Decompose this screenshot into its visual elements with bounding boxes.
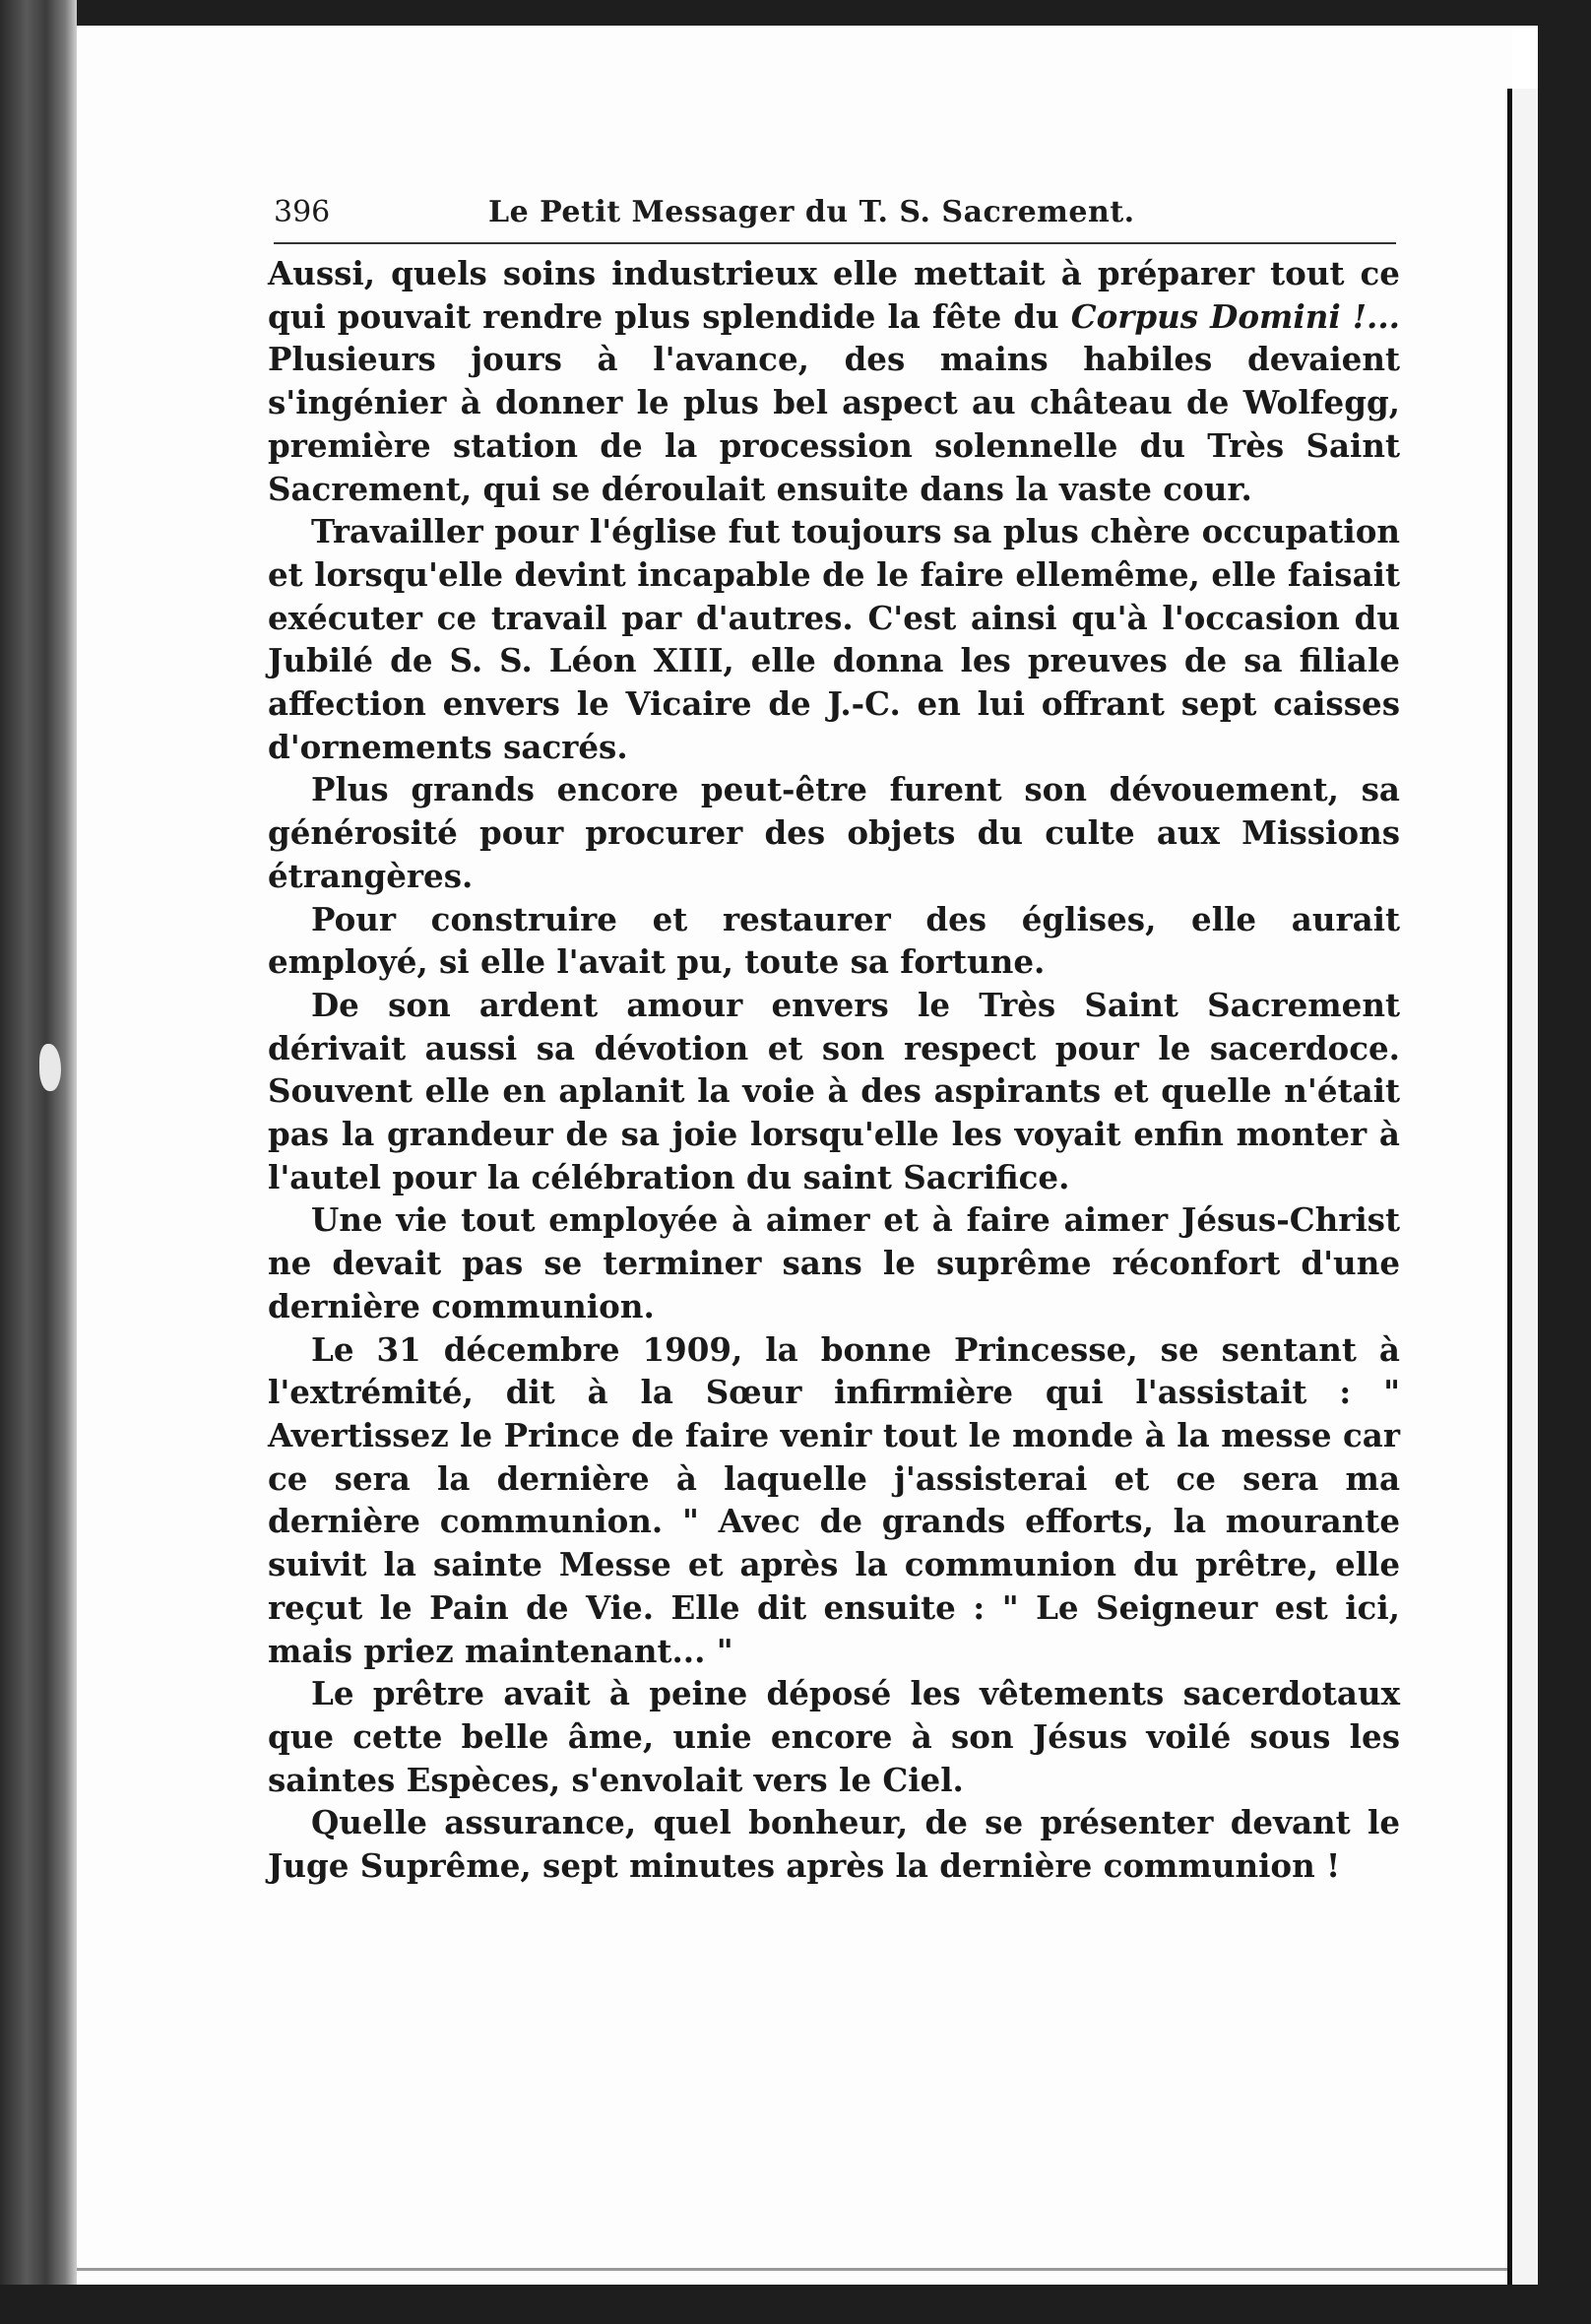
scan-right-border (1538, 0, 1591, 2324)
book-binding-edge (0, 0, 77, 2324)
paragraph: Travailler pour l'église fut toujours sa plus chère occupation et lorsqu'elle devint incapable de le faire ellemême, elle faisait exécuter ce travail par d'autres. C'est ainsi qu'à l'occasion du Jubilé de S. S. Léon XIII, elle donna les preuves de sa filiale affection envers le Vicaire de J.-C. en lui offrant sept caisses d'ornements sacrés. (268, 512, 1400, 766)
paragraph: Une vie tout employée à aimer et à faire aimer Jésus-Christ ne devait pas se terminer sans le suprême réconfort d'une dernière communion. (268, 1200, 1400, 1325)
paragraph: Quelle assurance, quel bonheur, de se présenter devant le Juge Suprême, sept minutes après la dernière communion ! (268, 1803, 1400, 1886)
binding-notch (39, 1044, 61, 1091)
scan-top-border (0, 0, 1591, 26)
page-bottom-edge (77, 2268, 1512, 2271)
running-header (274, 187, 1396, 244)
italic-latin-phrase: Corpus Domini !... (1070, 296, 1400, 336)
paragraph: Le prêtre avait à peine déposé les vêtements sacerdotaux que cette belle âme, unie encore à son Jésus voilé sous les saintes Espèces, s'envolait vers le Ciel. (268, 1674, 1400, 1799)
body-text (268, 252, 1400, 1888)
paragraph: Le 31 décembre 1909, la bonne Princesse, se sentant à l'extrémité, dit à la Sœur infirmière qui l'assistait : " Avertissez le Prince de faire venir tout le monde à la messe car ce sera la dernière à laquelle j'assisterai et ce sera ma dernière communion. " Avec de grands efforts, la mourante suivit la sainte Messe et après la communion du prêtre, elle reçut le Pain de Vie. Elle dit ensuite : " Le Seigneur est ici, mais priez maintenant... " (268, 1329, 1400, 1670)
scan-bottom-border (0, 2285, 1591, 2324)
running-title: Le Petit Messager du T. S. Sacrement. (488, 195, 1135, 229)
facing-page-edge (1507, 89, 1538, 2285)
paragraph: De son ardent amour envers le Très Saint Sacrement dérivait aussi sa dévotion et son respect pour le sacerdoce. Souvent elle en aplanit la voie à des aspirants et quelle n'était pas la grandeur de sa joie lorsqu'elle les voyait enfin monter à l'autel pour la célébration du saint Sacrifice. (268, 985, 1400, 1196)
page-number: 396 (274, 195, 331, 229)
paragraph: Pour construire et restaurer des églises, elle aurait employé, si elle l'avait pu, toute sa fortune. (268, 899, 1400, 982)
paragraph: Aussi, quels soins industrieux elle mettait à préparer tout ce qui pouvait rendre plus splendide la fête du Corpus Domini !... Plusieurs jours à l'avance, des mains habiles devaient s'ingénier à donner le plus bel aspect au château de Wolfegg, première station de la procession solennelle du Très Saint Sacrement, qui se déroulait ensuite dans la vaste cour. (268, 254, 1400, 508)
paragraph: Plus grands encore peut-être furent son dévouement, sa générosité pour procurer des objets du culte aux Missions étrangères. (268, 770, 1400, 895)
